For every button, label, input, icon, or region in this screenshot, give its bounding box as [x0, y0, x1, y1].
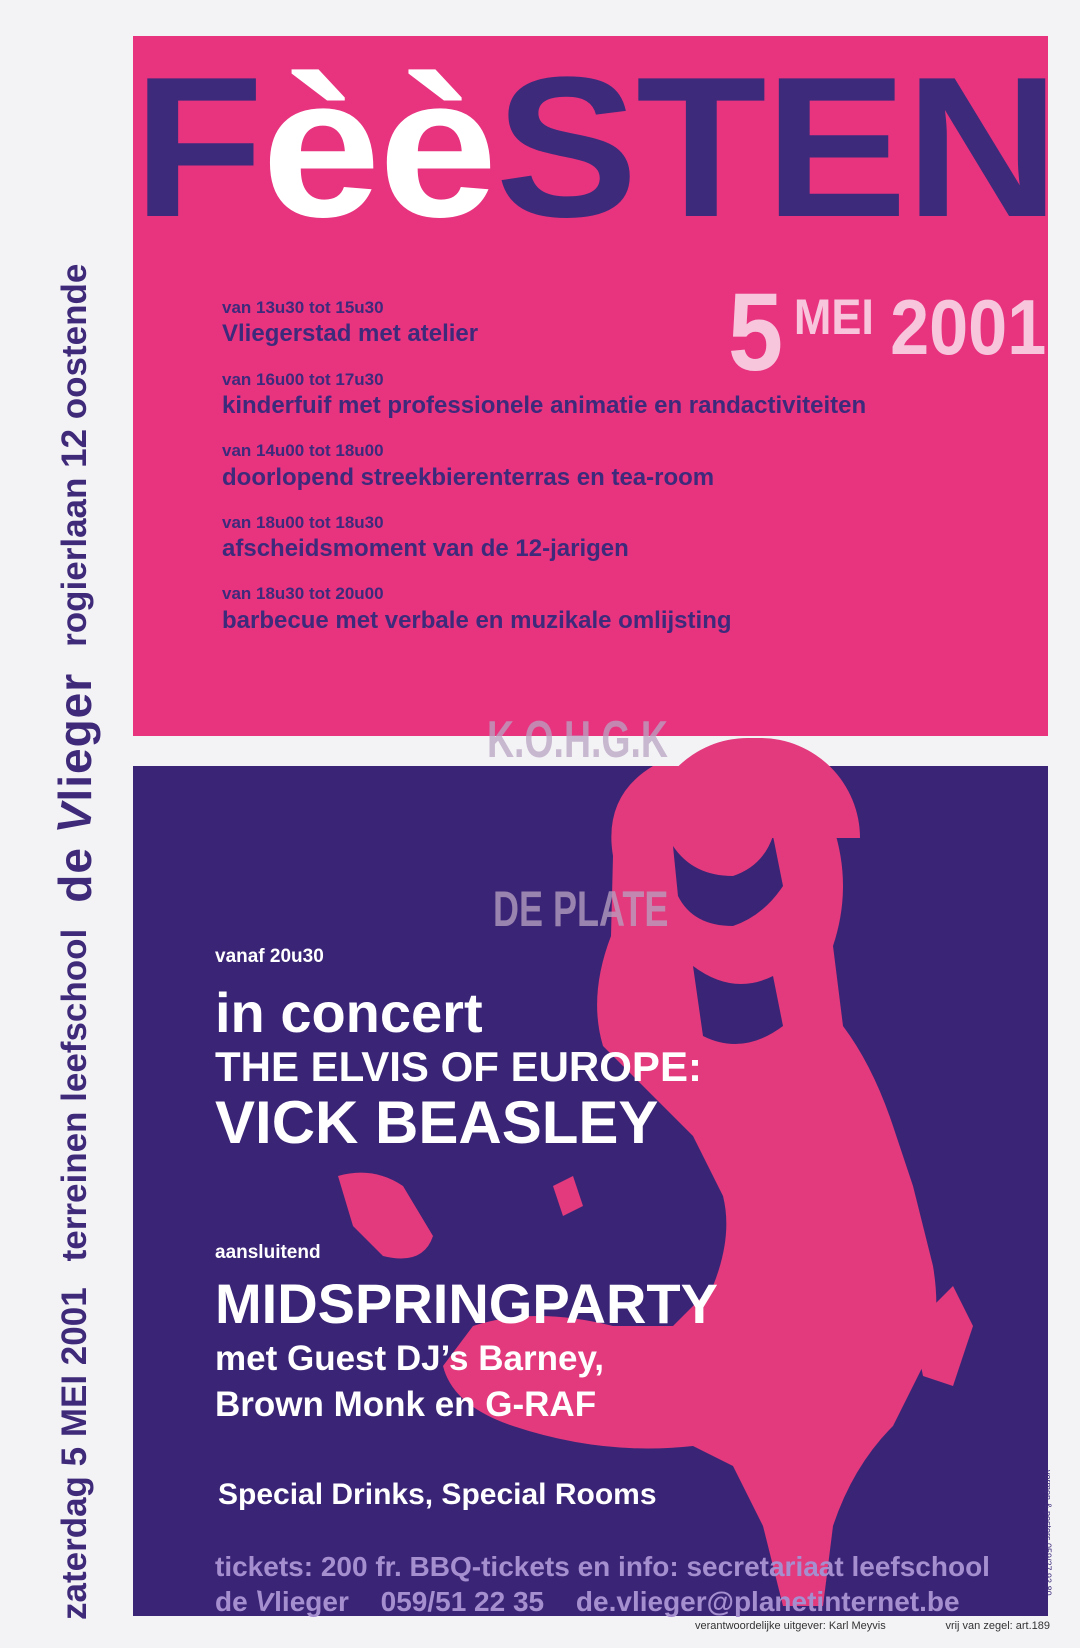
date-day: 5	[728, 271, 784, 394]
program-time: van 16u00 tot 17u30	[222, 369, 384, 389]
program-desc: barbecue met verbale en muzikale omlijsting	[222, 606, 732, 634]
title-part3: STEN	[495, 36, 1058, 259]
silhouette-head-overlap	[648, 738, 860, 838]
program-time: van 14u00 tot 18u00	[222, 441, 384, 461]
publisher-note: verantwoordelijke uitgever: Karl Meyvis	[695, 1620, 886, 1632]
program-time: van 18u30 tot 20u00	[222, 584, 384, 604]
sidebar-address: rogierlaan 12 oostende	[55, 263, 94, 647]
program-time: van 18u00 tot 18u30	[222, 512, 384, 532]
date-month: MEI	[793, 289, 874, 345]
title-part1: F	[133, 36, 262, 259]
concert-start-time: vanaf 20u30	[215, 946, 324, 967]
sidebar-date: zaterdag 5 MEI 2001	[55, 1287, 94, 1620]
program-item	[222, 298, 1022, 350]
concert-artist: VICK BEASLEY	[215, 1088, 659, 1156]
vertical-sidebar	[40, 30, 110, 1620]
phone-number: 059/51 22 35	[380, 1586, 545, 1617]
party-title: MIDSPRINGPARTY	[215, 1272, 718, 1335]
tickets-line1: tickets: 200 fr. BBQ-tickets en info: secretariaat leefschool	[215, 1551, 990, 1582]
date-year: 2001	[890, 283, 1047, 371]
concert-heading: in concert	[215, 981, 483, 1044]
watermark-2: DE PLATE	[493, 881, 669, 937]
concert-subtitle: THE ELVIS OF EUROPE:	[215, 1042, 702, 1090]
tickets-info	[215, 1549, 990, 1619]
program-desc: doorlopend streekbierenterras en tea-room	[222, 463, 715, 491]
program-desc: kinderfuif met professionele animatie en randactiviteiten	[222, 391, 867, 419]
program-item	[222, 441, 1022, 493]
de-vlieger-logo	[48, 673, 102, 903]
logo-de: de	[49, 847, 101, 903]
logo-rest: lieger	[49, 672, 101, 802]
program-desc: Vliegerstad met atelier	[222, 320, 479, 348]
concert-block	[215, 946, 702, 1156]
kite-mark-icon: V	[252, 1584, 277, 1619]
sidebar-venue: terreinen leefschool	[55, 928, 94, 1262]
stamp-note: vrij van zegel: art.189	[945, 1620, 1050, 1632]
drinks-line: Special Drinks, Special Rooms	[218, 1478, 657, 1511]
poster-title	[133, 36, 1058, 259]
footer	[695, 1620, 1050, 1632]
tickets-de: de	[215, 1586, 248, 1617]
tickets-lieger: lieger	[274, 1586, 349, 1617]
party-djs-line2: Brown Monk en G-RAF	[215, 1384, 597, 1424]
party-djs-line1: met Guest DJ’s Barney,	[215, 1339, 605, 1379]
email-address: de.vlieger@planetinternet.be	[575, 1586, 960, 1617]
tickets-line2	[215, 1584, 990, 1619]
program-item	[222, 370, 1022, 422]
kite-mark-icon: V	[46, 797, 104, 838]
program-list	[222, 298, 1022, 656]
party-intro: aansluitend	[215, 1242, 321, 1263]
program-item	[222, 584, 1022, 636]
title-part2: èè	[261, 36, 496, 259]
program-item	[222, 513, 1022, 565]
watermark-1: K.O.H.G.K	[487, 711, 668, 769]
party-block	[215, 1242, 718, 1427]
printer-credit: vormen & posters 059/27 93 80	[1043, 1470, 1053, 1596]
program-desc: afscheidsmoment van de 12-jarigen	[222, 535, 629, 563]
program-time: van 13u30 tot 15u30	[222, 298, 384, 317]
